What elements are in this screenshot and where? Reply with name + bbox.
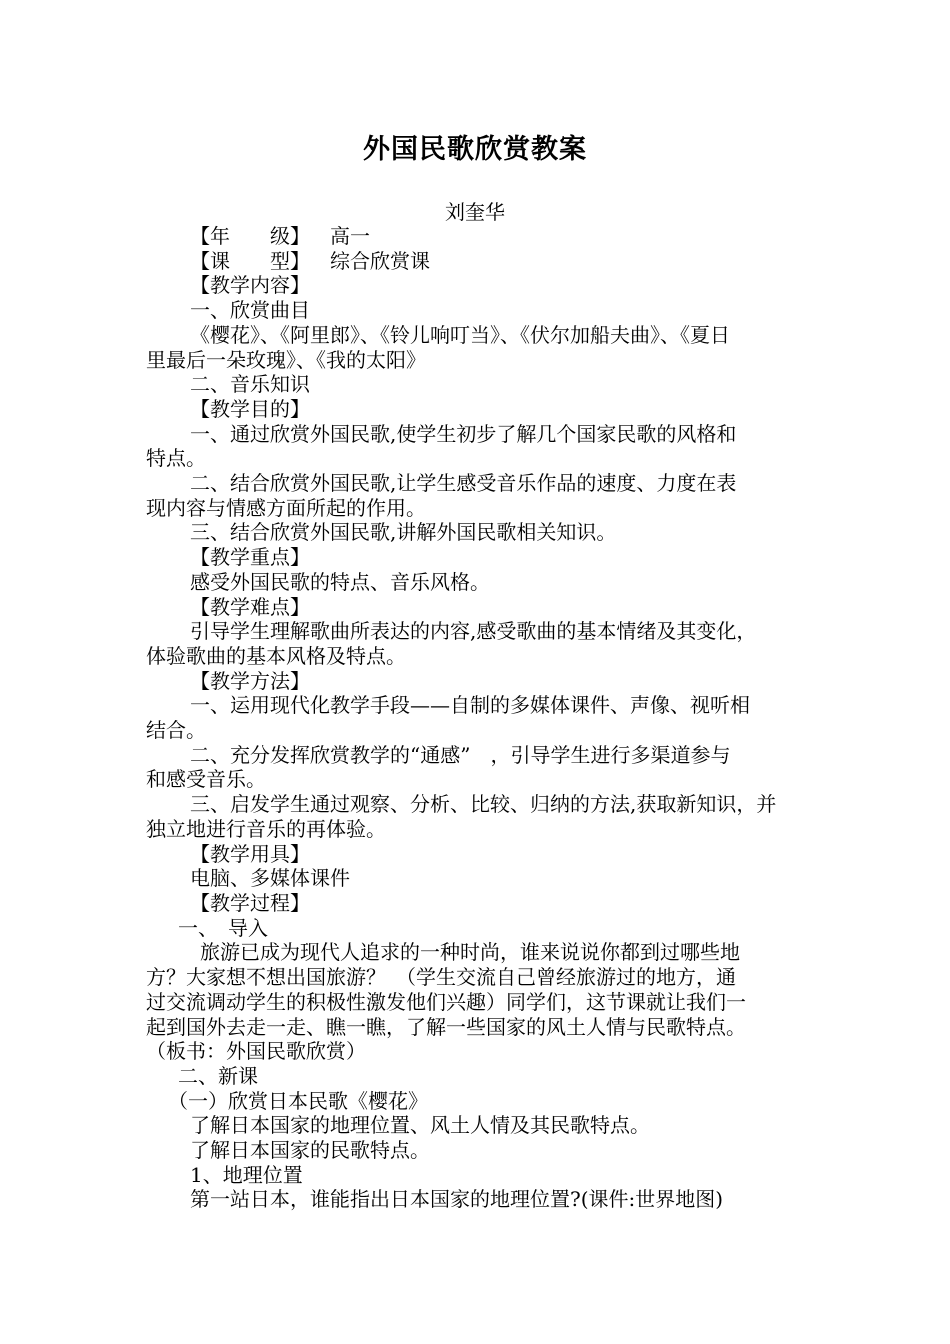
tools-heading: 【教学用具】 (190, 841, 310, 866)
content-1-line: 里最后一朵玫瑰》、《我的太阳》 (146, 347, 426, 372)
key-heading: 【教学重点】 (190, 545, 310, 570)
goal-1-line: 特点。 (146, 446, 206, 471)
geo-title: 1、地理位置 (190, 1162, 303, 1187)
author-name: 刘奎华 (445, 200, 505, 224)
tools-line: 电脑、多媒体课件 (190, 866, 350, 891)
intro-line: （板书：外国民歌欣赏） (146, 1039, 366, 1064)
type-label: 【课 型】 (190, 248, 310, 273)
geo-line: 第一站日本，谁能指出日本国家的地理位置?(课件:世界地图) (190, 1187, 724, 1212)
method-3-line: 三、启发学生通过观察、分析、比较、归纳的方法,获取新知识，并 (190, 792, 777, 817)
intro-line: 起到国外去走一走、瞧一瞧，了解一些国家的风土人情与民歌特点。 (146, 1014, 746, 1039)
content-1-line: 《樱花》、《阿里郎》、《铃儿响叮当》、《伏尔加船夫曲》、《夏日 (190, 322, 730, 347)
key-line: 感受外国民歌的特点、音乐风格。 (190, 569, 490, 594)
goal-1-line: 一、通过欣赏外国民歌,使学生初步了解几个国家民歌的风格和 (190, 421, 737, 446)
method-1-line: 结合。 (146, 718, 206, 743)
process-heading: 【教学过程】 (190, 890, 310, 915)
process-1-title: 一、 导入 (178, 915, 268, 940)
method-2-line: 和感受音乐。 (146, 767, 266, 792)
method-2-line: 二、充分发挥欣赏教学的“通感” ，引导学生进行多渠道参与 (190, 742, 731, 767)
goals-heading: 【教学目的】 (190, 396, 310, 421)
document-title: 外国民歌欣赏教案 (363, 134, 587, 165)
difficulty-line: 引导学生理解歌曲所表达的内容,感受歌曲的基本情绪及其变化， (190, 619, 757, 644)
new-1-line: 了解日本国家的地理位置、风土人情及其民歌特点。 (190, 1113, 650, 1138)
grade-value: 高一 (330, 224, 370, 248)
intro-line: 过交流调动学生的积极性激发他们兴趣）同学们，这节课就让我们一 (146, 989, 746, 1014)
method-3-line: 独立地进行音乐的再体验。 (146, 816, 386, 841)
grade-label: 【年 级】 (190, 224, 310, 248)
content-heading: 【教学内容】 (190, 273, 310, 298)
content-1-title: 一、欣赏曲目 (190, 298, 310, 323)
process-2-title: 二、新课 (178, 1063, 258, 1088)
type-row (146, 249, 814, 274)
method-1-line: 一、运用现代化教学手段——自制的多媒体课件、声像、视听相 (190, 693, 750, 718)
grade-row (146, 224, 814, 249)
new-1-title: （一）欣赏日本民歌《樱花》 (168, 1088, 428, 1113)
difficulty-line: 体验歌曲的基本风格及特点。 (146, 643, 406, 668)
goal-2-line: 二、结合欣赏外国民歌,让学生感受音乐作品的速度、力度在表 (190, 471, 737, 496)
new-1-line: 了解日本国家的民歌特点。 (190, 1138, 430, 1163)
intro-line: 方？大家想不想出国旅游？ （学生交流自己曾经旅游过的地方，通 (146, 965, 736, 990)
document-body (146, 224, 814, 1212)
goal-2-line: 现内容与情感方面所起的作用。 (146, 495, 426, 520)
type-value: 综合欣赏课 (330, 248, 430, 273)
goal-3-line: 三、结合欣赏外国民歌,讲解外国民歌相关知识。 (190, 520, 617, 545)
method-heading: 【教学方法】 (190, 668, 310, 693)
intro-line: 旅游已成为现代人追求的一种时尚，谁来说说你都到过哪些地 (200, 940, 740, 965)
content-2-title: 二、音乐知识 (190, 372, 310, 397)
difficulty-heading: 【教学难点】 (190, 594, 310, 619)
